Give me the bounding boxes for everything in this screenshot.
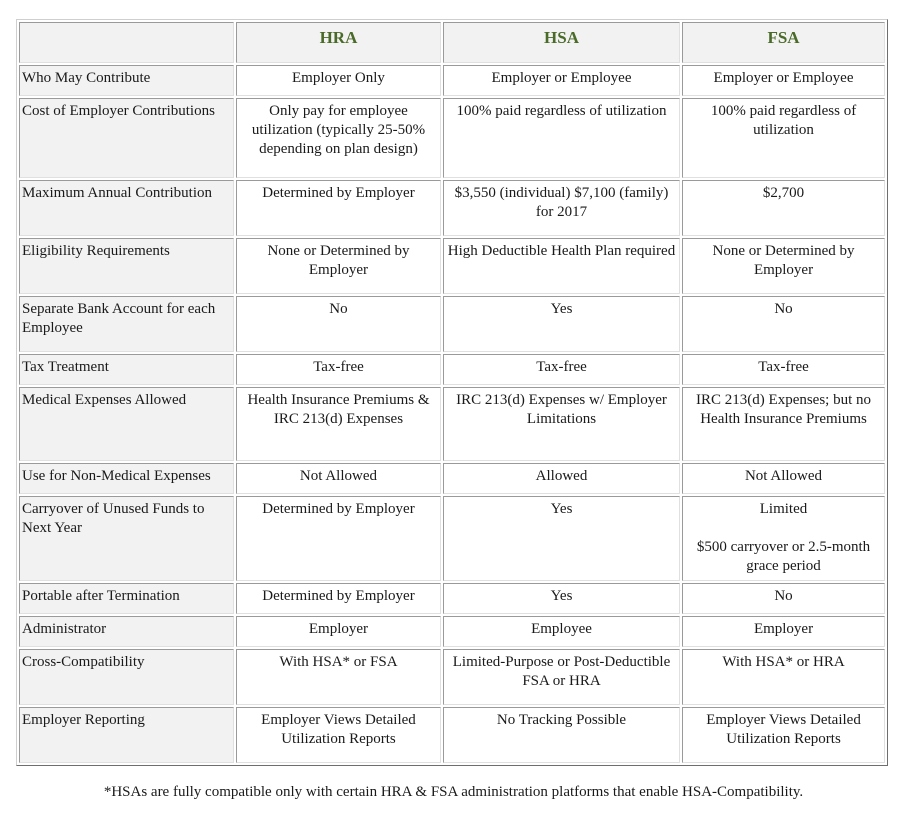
hsa-cell: No Tracking Possible bbox=[443, 707, 680, 763]
fsa-cell: $2,700 bbox=[682, 180, 885, 236]
fsa-cell: Employer bbox=[682, 616, 885, 647]
fsa-cell: IRC 213(d) Expenses; but no Health Insurance Premiums bbox=[682, 387, 885, 461]
table-row bbox=[19, 496, 885, 581]
table-row bbox=[19, 98, 885, 178]
hsa-cell: Yes bbox=[443, 583, 680, 614]
hsa-cell: $3,550 (individual) $7,100 (family) for 2017 bbox=[443, 180, 680, 236]
table-row bbox=[19, 387, 885, 461]
hsa-cell: Allowed bbox=[443, 463, 680, 494]
row-label: Employer Reporting bbox=[19, 707, 234, 763]
table-row bbox=[19, 583, 885, 614]
table-row bbox=[19, 180, 885, 236]
hsa-cell: Employee bbox=[443, 616, 680, 647]
fsa-cell: 100% paid regardless of utilization bbox=[682, 98, 885, 178]
hsa-cell: Yes bbox=[443, 496, 680, 581]
comparison-table bbox=[16, 19, 888, 766]
hra-cell: With HSA* or FSA bbox=[236, 649, 441, 705]
hra-cell: Health Insurance Premiums & IRC 213(d) Expenses bbox=[236, 387, 441, 461]
fsa-cell: None or Determined by Employer bbox=[682, 238, 885, 294]
hra-cell: Employer Views Detailed Utilization Reports bbox=[236, 707, 441, 763]
fsa-carryover-note: $500 carryover or 2.5-month grace period bbox=[696, 539, 871, 574]
row-label: Cost of Employer Contributions bbox=[19, 98, 234, 178]
cell-spacer bbox=[685, 519, 882, 538]
row-label: Carryover of Unused Funds to Next Year bbox=[19, 496, 234, 581]
hra-cell: Employer Only bbox=[236, 65, 441, 96]
row-label: Use for Non-Medical Expenses bbox=[19, 463, 234, 494]
row-label: Maximum Annual Contribution bbox=[19, 180, 234, 236]
fsa-cell bbox=[682, 496, 885, 581]
footnote: *HSAs are fully compatible only with certain HRA & FSA administration platforms that enable HSA-Compatibility. bbox=[103, 784, 804, 800]
header-hra: HRA bbox=[236, 22, 441, 63]
hsa-cell: IRC 213(d) Expenses w/ Employer Limitations bbox=[443, 387, 680, 461]
hsa-cell: Yes bbox=[443, 296, 680, 352]
row-label: Administrator bbox=[19, 616, 234, 647]
hra-cell: No bbox=[236, 296, 441, 352]
fsa-cell: With HSA* or HRA bbox=[682, 649, 885, 705]
table-row bbox=[19, 463, 885, 494]
table-row bbox=[19, 707, 885, 763]
hsa-cell: 100% paid regardless of utilization bbox=[443, 98, 680, 178]
table-row bbox=[19, 296, 885, 352]
header-row bbox=[19, 22, 885, 63]
header-hsa: HSA bbox=[443, 22, 680, 63]
hsa-cell: High Deductible Health Plan required bbox=[443, 238, 680, 294]
table-row bbox=[19, 65, 885, 96]
fsa-cell: No bbox=[682, 296, 885, 352]
header-fsa: FSA bbox=[682, 22, 885, 63]
hra-cell: Determined by Employer bbox=[236, 496, 441, 581]
fsa-cell: Tax-free bbox=[682, 354, 885, 385]
fsa-cell: Employer or Employee bbox=[682, 65, 885, 96]
table-row bbox=[19, 649, 885, 705]
hra-cell: Employer bbox=[236, 616, 441, 647]
table-row bbox=[19, 354, 885, 385]
row-label: Separate Bank Account for each Employee bbox=[19, 296, 234, 352]
table-row bbox=[19, 616, 885, 647]
hra-cell: Determined by Employer bbox=[236, 583, 441, 614]
hsa-cell: Tax-free bbox=[443, 354, 680, 385]
hra-cell: Tax-free bbox=[236, 354, 441, 385]
row-label: Tax Treatment bbox=[19, 354, 234, 385]
row-label: Who May Contribute bbox=[19, 65, 234, 96]
hra-cell: Only pay for employee utilization (typically 25-50% depending on plan design) bbox=[236, 98, 441, 178]
fsa-cell: Employer Views Detailed Utilization Reports bbox=[682, 707, 885, 763]
row-label: Portable after Termination bbox=[19, 583, 234, 614]
hsa-cell: Limited-Purpose or Post-Deductible FSA or HRA bbox=[443, 649, 680, 705]
row-label: Cross-Compatibility bbox=[19, 649, 234, 705]
table-row bbox=[19, 238, 885, 294]
fsa-cell: No bbox=[682, 583, 885, 614]
row-label: Eligibility Requirements bbox=[19, 238, 234, 294]
hra-cell: None or Determined by Employer bbox=[236, 238, 441, 294]
header-empty bbox=[19, 22, 234, 63]
row-label: Medical Expenses Allowed bbox=[19, 387, 234, 461]
hsa-cell: Employer or Employee bbox=[443, 65, 680, 96]
fsa-carryover-status: Limited bbox=[759, 501, 808, 517]
hra-cell: Not Allowed bbox=[236, 463, 441, 494]
fsa-cell: Not Allowed bbox=[682, 463, 885, 494]
hra-cell: Determined by Employer bbox=[236, 180, 441, 236]
